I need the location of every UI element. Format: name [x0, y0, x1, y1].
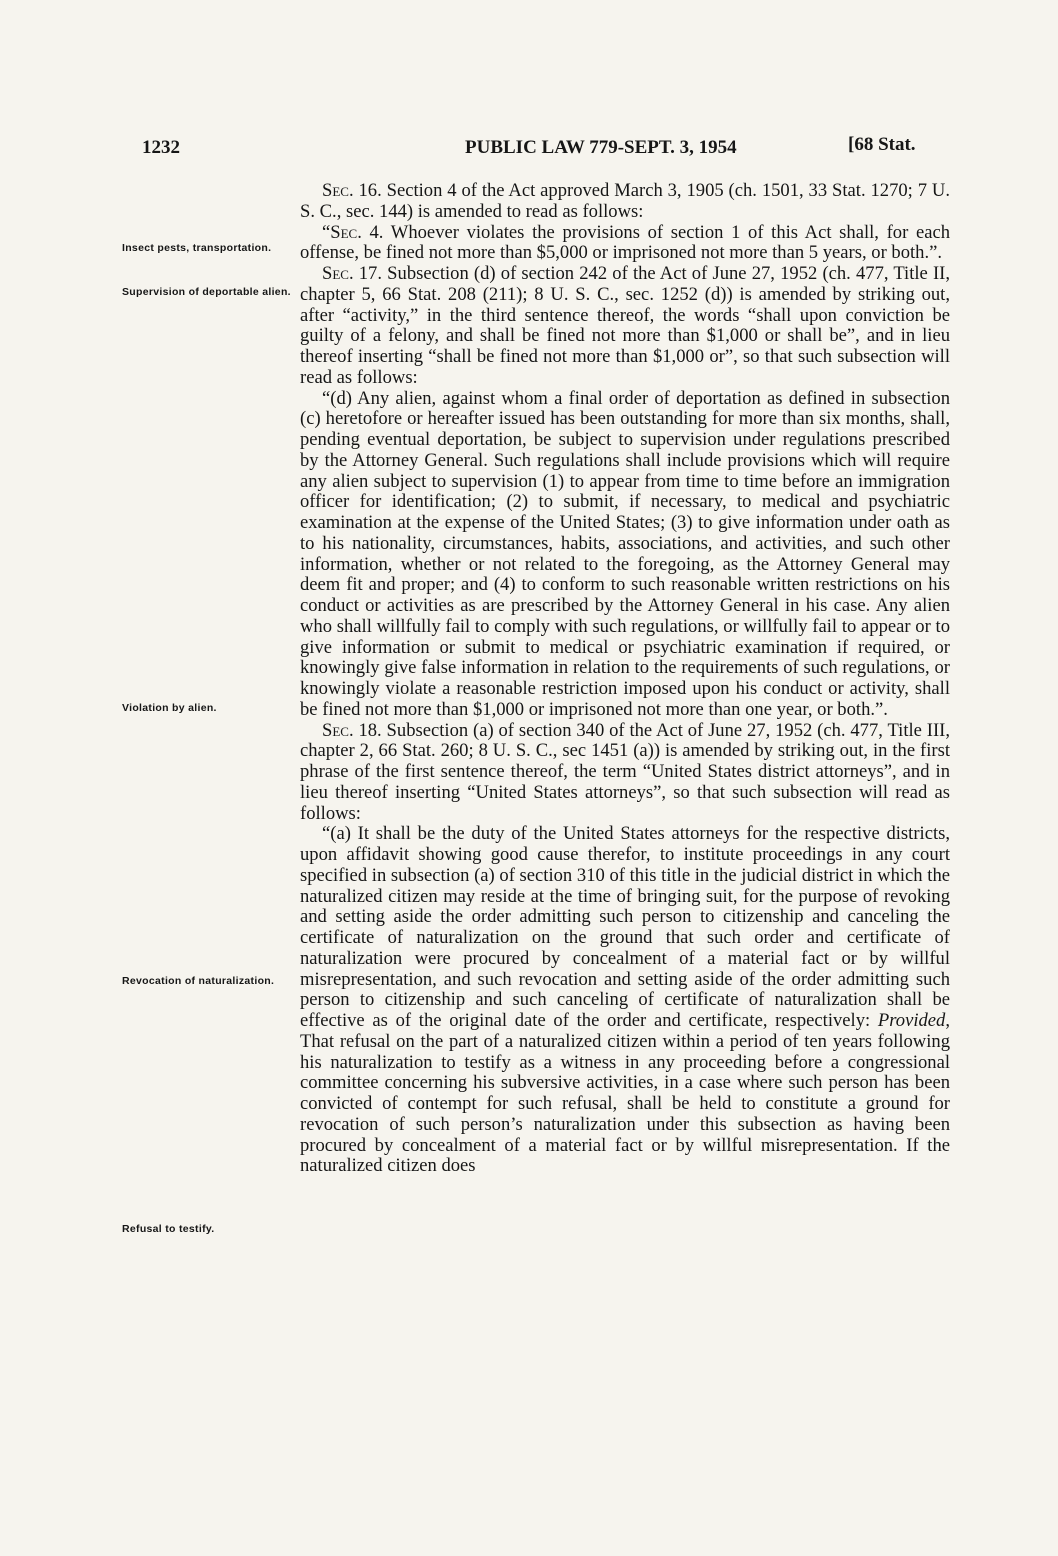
paragraph-sec-16 [300, 181, 950, 223]
margin-note-insect-pests: Insect pests, transportation. [122, 242, 272, 254]
paragraph-sec-4-quote [300, 223, 950, 265]
paragraph-text: “(d) Any alien, against whom a final order of deportation as defined in subsection (c) heretofore or hereafter issued has been outstanding for more than six months, shall, pending eventual deportation, be subject to supervision under regulations prescribed by the Attorney General. Such regulations shall include provisions which will require any alien subject to supervision (1) to appear from time to time before an immigration officer for identification; (2) to submit, if necessary, to medical and psychiatric examination at the expense of the United States; (3) to give information under oath as to his nationality, circumstances, habits, associations, and activities, and such other information, whether or not related to the foregoing, as the Attorney General may deem fit and proper; and (4) to conform to such reasonable written restrictions on his conduct or activities as are prescribed by the Attorney General in his case. Any alien who shall willfully fail to comply with such regulations, or willfully fail to appear or to give information or submit to medical or psychiatric examination if required, or knowingly give false information in relation to the requirements of such regulations, or knowingly violate a reasonable restriction imposed upon his conduct or activity, shall be fined not more than $1,000 or imprisoned not more than one year, or both.”. [300, 387, 950, 720]
margin-note-refusal: Refusal to testify. [122, 1223, 215, 1235]
margin-note-supervision: Supervision of deportable alien. [122, 286, 291, 298]
statute-reference: [68 Stat. [848, 134, 916, 155]
paragraph-text: Whoever violates the provisions of section 1 of this Act shall, for each offense, be fined not more than $5,000 or imprisoned not more than 5 years, or both.”. [300, 221, 951, 264]
paragraph-text: Subsection (d) of section 242 of the Act of June 27, 1952 (ch. 477, Title II, chapter 5, 66 Stat. 208 (211); 8 U. S. C., sec. 1252 (d)) is amended by striking out, after “activity,” in the third sentence thereof, the words “shall upon conviction be guilty of a felony, and shall be fined not more than $1,000 or shall be”, and in lieu thereof inserting “shall be fined not more than $1,000 or”, so that such subsection will read as follows: [300, 263, 951, 388]
body-text [300, 181, 950, 1177]
running-head: PUBLIC LAW 779-SEPT. 3, 1954 [465, 137, 737, 158]
italic-provided: Provided [877, 1010, 946, 1031]
paragraph-sec-18 [300, 721, 950, 825]
section-label: “Sec. 4. [322, 221, 384, 243]
paragraph-text-continued: , That refusal on the part of a naturalized citizen within a period of ten years following his naturalization to testify as a witness in any proceeding before a congressional committee concerning his subversive activities, in a case where such person has been convicted of contempt for such refusal, shall be held to constitute a ground for revocation of such person’s naturalization under this subsection as having been procured by concealment of a material fact or by willful misrepresentation. If the naturalized citizen does [300, 1010, 950, 1177]
paragraph-text: “(a) It shall be the duty of the United States attorneys for the respective districts, upon affidavit showing good cause therefor, to institute proceedings in any court specified in subsection (a) of section 310 of this title in the judicial district in which the naturalized citizen may reside at the time of bringing suit, for the purpose of revoking and setting aside the order admitting such person to citizenship and canceling the certificate of naturalization on the ground that such order and certificate of naturalization were procured by concealment of a material fact or by willful misrepresentation, and such revocation and setting aside of the order admitting such person to citizenship and such canceling of certificate of naturalization shall be effective as of the original date of the order and certificate, respectively: [300, 823, 950, 1031]
section-label: Sec. 17. [322, 263, 383, 284]
section-label: Sec. 16. [322, 180, 382, 201]
paragraph-text: Section 4 of the Act approved March 3, 1905 (ch. 1501, 33 Stat. 1270; 7 U. S. C., sec. 144) is amended to read as follows: [300, 180, 950, 222]
page-number: 1232 [142, 137, 180, 158]
paragraph-subsection-d [300, 389, 950, 721]
margin-note-violation: Violation by alien. [122, 702, 217, 714]
paragraph-sec-17 [300, 264, 950, 389]
paragraph-text: Subsection (a) of section 340 of the Act of June 27, 1952 (ch. 477, Title III, chapter 2, 66 Stat. 260; 8 U. S. C., sec 1451 (a)) is amended by striking out, in the first phrase of the first sentence thereof, the term “United States district attorneys”, and in lieu thereof inserting “United States attorneys”, so that such subsection will read as follows: [300, 719, 950, 824]
paragraph-subsection-a [300, 824, 950, 1177]
margin-note-revocation: Revocation of naturalization. [122, 975, 275, 987]
section-label: Sec. 18. [322, 719, 382, 741]
